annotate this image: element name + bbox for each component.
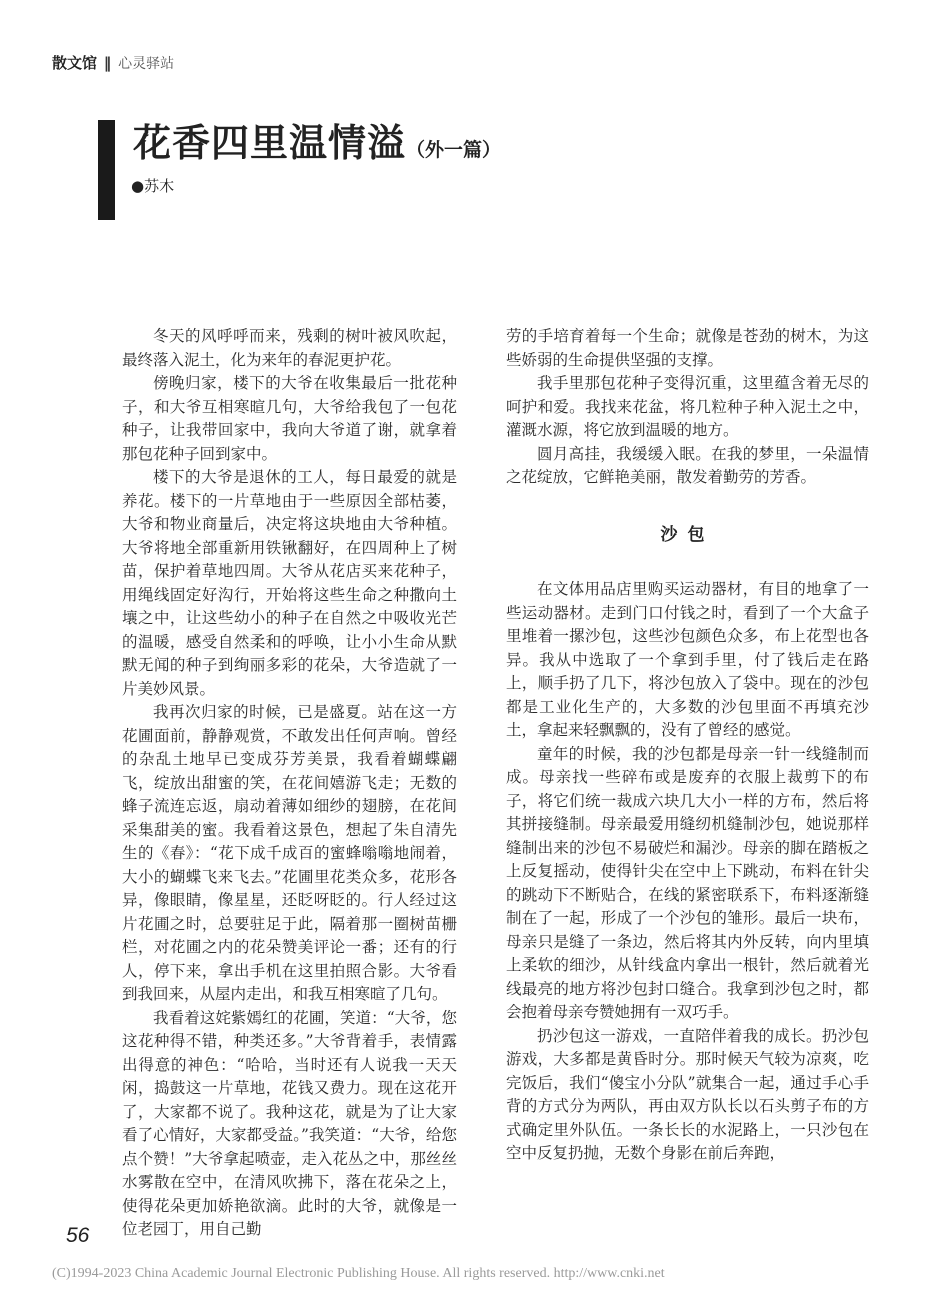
paragraph: 傍晚归家，楼下的大爷在收集最后一批花种子，和大爷互相寒暄几句，大爷给我包了一包花种子，让我带回家中，我向大爷道了谢，就拿着那包花种子回到家中。 [122, 374, 457, 463]
article-title [133, 112, 501, 167]
left-column [122, 325, 457, 1242]
paragraph: 在文体用品店里购买运动器材，有目的地拿了一些运动器材。走到门口付钱之时，看到了一个大盒子里堆着一摞沙包，这些沙包颜色众多，布上花型也各异。我从中选取了一个拿到手里，付了钱后走在路上，顺手扔了几下，将沙包放入了袋中。现在的沙包都是工业化生产的，大多数的沙包里面不再填充沙土，拿起来轻飘飘的，没有了曾经的感觉。 [506, 580, 869, 739]
paragraph: 我手里那包花种子变得沉重，这里蕴含着无尽的呵护和爱。我找来花盆，将几粒种子种入泥土之中，灌溉水源，将它放到温暖的地方。 [506, 374, 869, 439]
article-title-suffix: （外一篇） [406, 139, 502, 161]
paragraph: 扔沙包这一游戏，一直陪伴着我的成长。扔沙包游戏，大多都是黄昏时分。那时候天气较为凉爽，吃完饭后，我们“傻宝小分队”就集合一起，通过手心手背的方式分为两队，再由双方队长以石头剪子布的方式确定里外队伍。一条长长的水泥路上，一只沙包在空中反复扔抛，无数个身影在前后奔跑， [506, 1026, 869, 1162]
copyright-footer: (C)1994-2023 China Academic Journal Electronic Publishing House. All rights reserved. http://www.cnki.net [52, 1266, 665, 1281]
right-column [506, 325, 869, 1166]
paragraph: 我再次归家的时候，已是盛夏。站在这一方花圃面前，静静观赏，不敢发出任何声响。曾经的杂乱土地早已变成芬芳美景，我看着蝴蝶翩飞，绽放出甜蜜的笑，在花间嬉游飞走；无数的蜂子流连忘返，扇动着薄如细纱的翅膀，在花间采集甜美的蜜。我看着这景色，想起了朱自清先生的《春》：“花下成千成百的蜜蜂嗡嗡地闹着，大小的蝴蝶飞来飞去。”花圃里花类众多，花形各异，像眼睛，像星星，还眨呀眨的。行人经过这片花圃之时，总要驻足于此，隔着那一圈树苗栅栏，对花圃之内的花朵赞美评论一番；还有的行人，停下来，拿出手机在这里拍照合影。大爷看到我回来，从屋内走出，和我互相寒暄了几句。 [122, 703, 457, 1003]
paragraph: 楼下的大爷是退休的工人，每日最爱的就是养花。楼下的一片草地由于一些原因全部枯萎，大爷和物业商量后，决定将这块地由大爷种植。大爷将地全部重新用铁锹翻好，在四周种上了树苗，保护着草地四周。大爷从花店买来花种子，用绳线固定好沟行，开始将这些生命之种撒向土壤之中，让这些幼小的种子在自然之中吸收光芒的温暖，感受自然柔和的呼唤，让小小生命从默默无闻的种子到绚丽多彩的花朵，大爷造就了一片美妙风景。 [122, 468, 457, 698]
paragraph-continued: 劳的手培育着每一个生命；就像是苍劲的树木，为这些娇弱的生命提供坚强的支撑。 [506, 327, 869, 369]
paragraph: 我看着这姹紫嫣红的花圃，笑道：“大爷，您这花种得不错，种类还多。”大爷背着手，表情露出得意的神色：“哈哈，当时还有人说我一天天闲，捣鼓这一片草地，花钱又费力。现在这花开了，大家都不说了。我种这花，就是为了让大家看了心情好，大家都受益。”我笑道：“大爷，给您点个赞！”大爷拿起喷壶，走入花丛之中，那丝丝水雾散在空中，在清风吹拂下，落在花朵之上，使得花朵更加娇艳欲滴。此时的大爷，就像是一位老园丁，用自己勤 [122, 1008, 457, 1238]
paragraph: 童年的时候，我的沙包都是母亲一针一线缝制而成。母亲找一些碎布或是废弃的衣服上裁剪下的布子，将它们统一裁成六块几大小一样的方布，然后将其拼接缝制。母亲最爱用缝纫机缝制沙包，她说那样缝制出来的沙包不易破烂和漏沙。母亲的脚在踏板之上反复摇动，使得针尖在空中上下跳动，布料在针尖的跳动下不断贴合，在线的紧密联系下，布料逐渐缝制在了一起，形成了一个沙包的雏形。最后一块布，母亲只是缝了一条边，然后将其内外反转，向内里填上柔软的细沙，从针线盒内拿出一根针，然后就着光线最亮的地方将沙包封口缝合。我拿到沙包之时，都会抱着母亲夸赞她拥有一双巧手。 [506, 744, 869, 1021]
second-article-title: 沙包 [660, 524, 715, 545]
header-separator: ‖ [103, 54, 112, 72]
paragraph: 圆月高挂，我缓缓入眠。在我的梦里，一朵温情之花绽放，它鲜艳美丽，散发着勤劳的芳香。 [506, 444, 869, 486]
paragraph: 冬天的风呼呼而来，残剩的树叶被风吹起，最终落入泥土，化为来年的春泥更护花。 [122, 327, 457, 369]
page-number: 56 [66, 1224, 90, 1247]
section-name: 散文馆 [52, 54, 98, 72]
article-title-text: 花香四里温情溢 [133, 121, 407, 165]
title-accent-bar [98, 120, 115, 220]
article-author: ●苏木 [131, 177, 175, 195]
subsection-name: 心灵驿站 [118, 56, 175, 72]
page-header [52, 52, 174, 73]
